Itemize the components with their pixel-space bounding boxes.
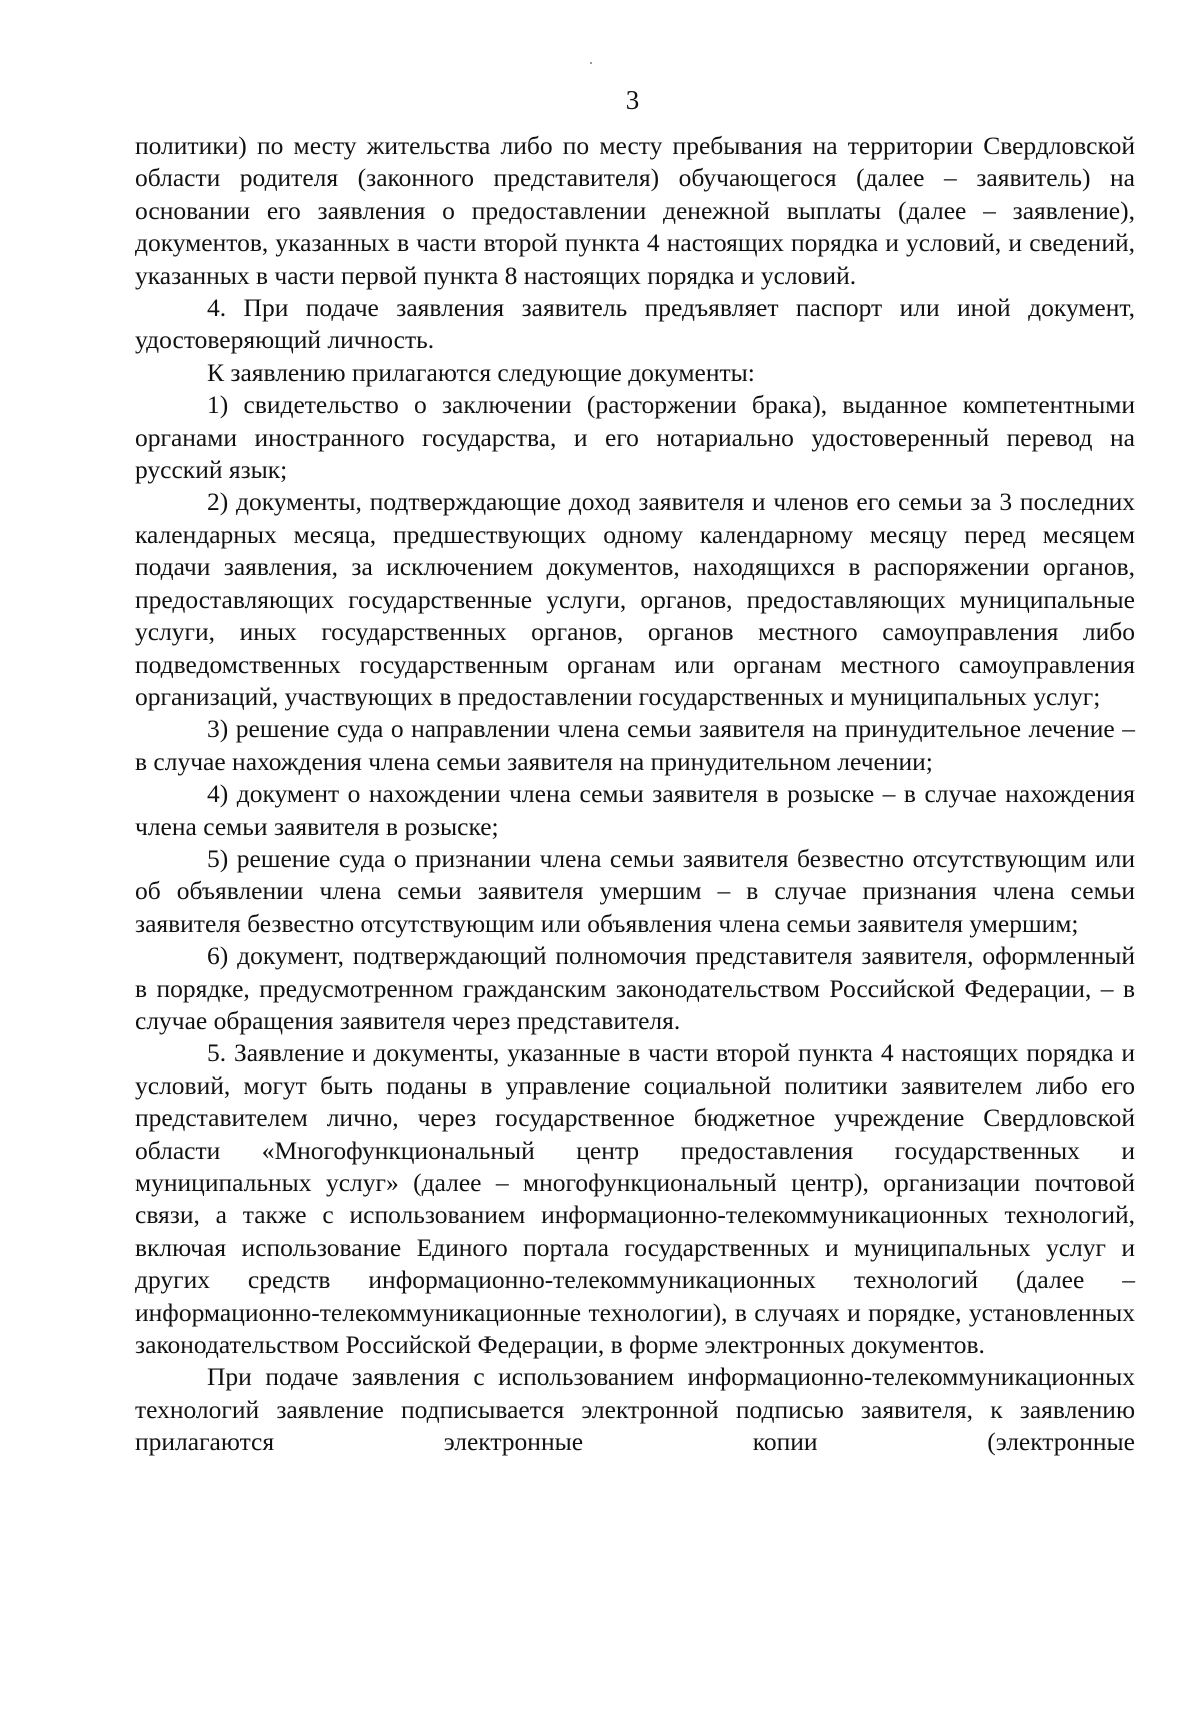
paragraph-item-5: 5. Заявление и документы, указанные в части второй пункта 4 настоящих порядка и условий, могут быть поданы в управление социальной политики заявителем либо его представителем лично, через государственное бюджетное учреждение Свердловской области «Многофункциональный центр предоставления государственных и муниципальных услуг» (далее – многофункциональный центр), организации почтовой связи, а также с использованием информационно-телекоммуникационных технологий, включая использование Единого портала государственных и муниципальных услуг и других средств информационно-телекоммуникационных технологий (далее – информационно-телекоммуникационные технологии), в случаях и порядке, установленных законодательством Российской Федерации, в форме электронных документов. (135, 1038, 1135, 1360)
list-item-2: 2) документы, подтверждающие доход заявителя и членов его семьи за 3 последних календарных месяца, предшествующих одному календарному месяцу перед месяцем подачи заявления, за исключением документов, находящихся в распоряжении органов, предоставляющих государственные услуги, органов, предоставляющих муниципальные услуги, иных государственных органов, органов местного самоуправления либо подведомственных государственным органам или органам местного самоуправления организаций, участвующих в предоставлении государственных и муниципальных услуг; (135, 487, 1135, 711)
list-item-5: 5) решение суда о признании члена семьи заявителя безвестно отсутствующим или об объявлении члена семьи заявителя умершим – в случае признания члена семьи заявителя безвестно отсутствующим или объявления члена семьи заявителя умершим; (135, 843, 1135, 938)
paragraph-continuation: политики) по месту жительства либо по месту пребывания на территории Свердловской области родителя (законного представителя) обучающегося (далее – заявитель) на основании его заявления о предоставлении денежной выплаты (далее – заявление), документов, указанных в части второй пункта 4 настоящих порядка и условий, и сведений, указанных в части первой пункта 8 настоящих порядка и условий. (135, 131, 1135, 290)
list-item-3: 3) решение суда о направлении члена семьи заявителя на принудительное лечение – в случае нахождения члена семьи заявителя на принудительном лечении; (135, 714, 1135, 776)
scan-speck (590, 62, 592, 64)
list-item-4: 4) документ о нахождении члена семьи заявителя в розыске – в случае нахождения члена семьи заявителя в розыске; (135, 779, 1135, 841)
paragraph-documents-intro: К заявлению прилагаются следующие документы: (207, 357, 755, 387)
paragraph-electronic-submission: При подаче заявления с использованием информационно-телекоммуникационных технологий заявление подписывается электронной подписью заявителя, к заявлению прилагаются электронные копии (электронные (135, 1362, 1135, 1457)
list-item-6: 6) документ, подтверждающий полномочия представителя заявителя, оформленный в порядке, предусмотренном гражданским законодательством Российской Федерации, – в случае обращения заявителя через представителя. (135, 941, 1135, 1035)
page-number: 3 (625, 85, 640, 115)
paragraph-item-4: 4. При подаче заявления заявитель предъявляет паспорт или иной документ, удостоверяющий личность. (135, 293, 1135, 355)
document-body (135, 130, 1135, 1459)
list-item-1: 1) свидетельство о заключении (расторжении брака), выданное компетентными органами иностранного государства, и его нотариально удостоверенный перевод на русский язык; (135, 390, 1135, 485)
